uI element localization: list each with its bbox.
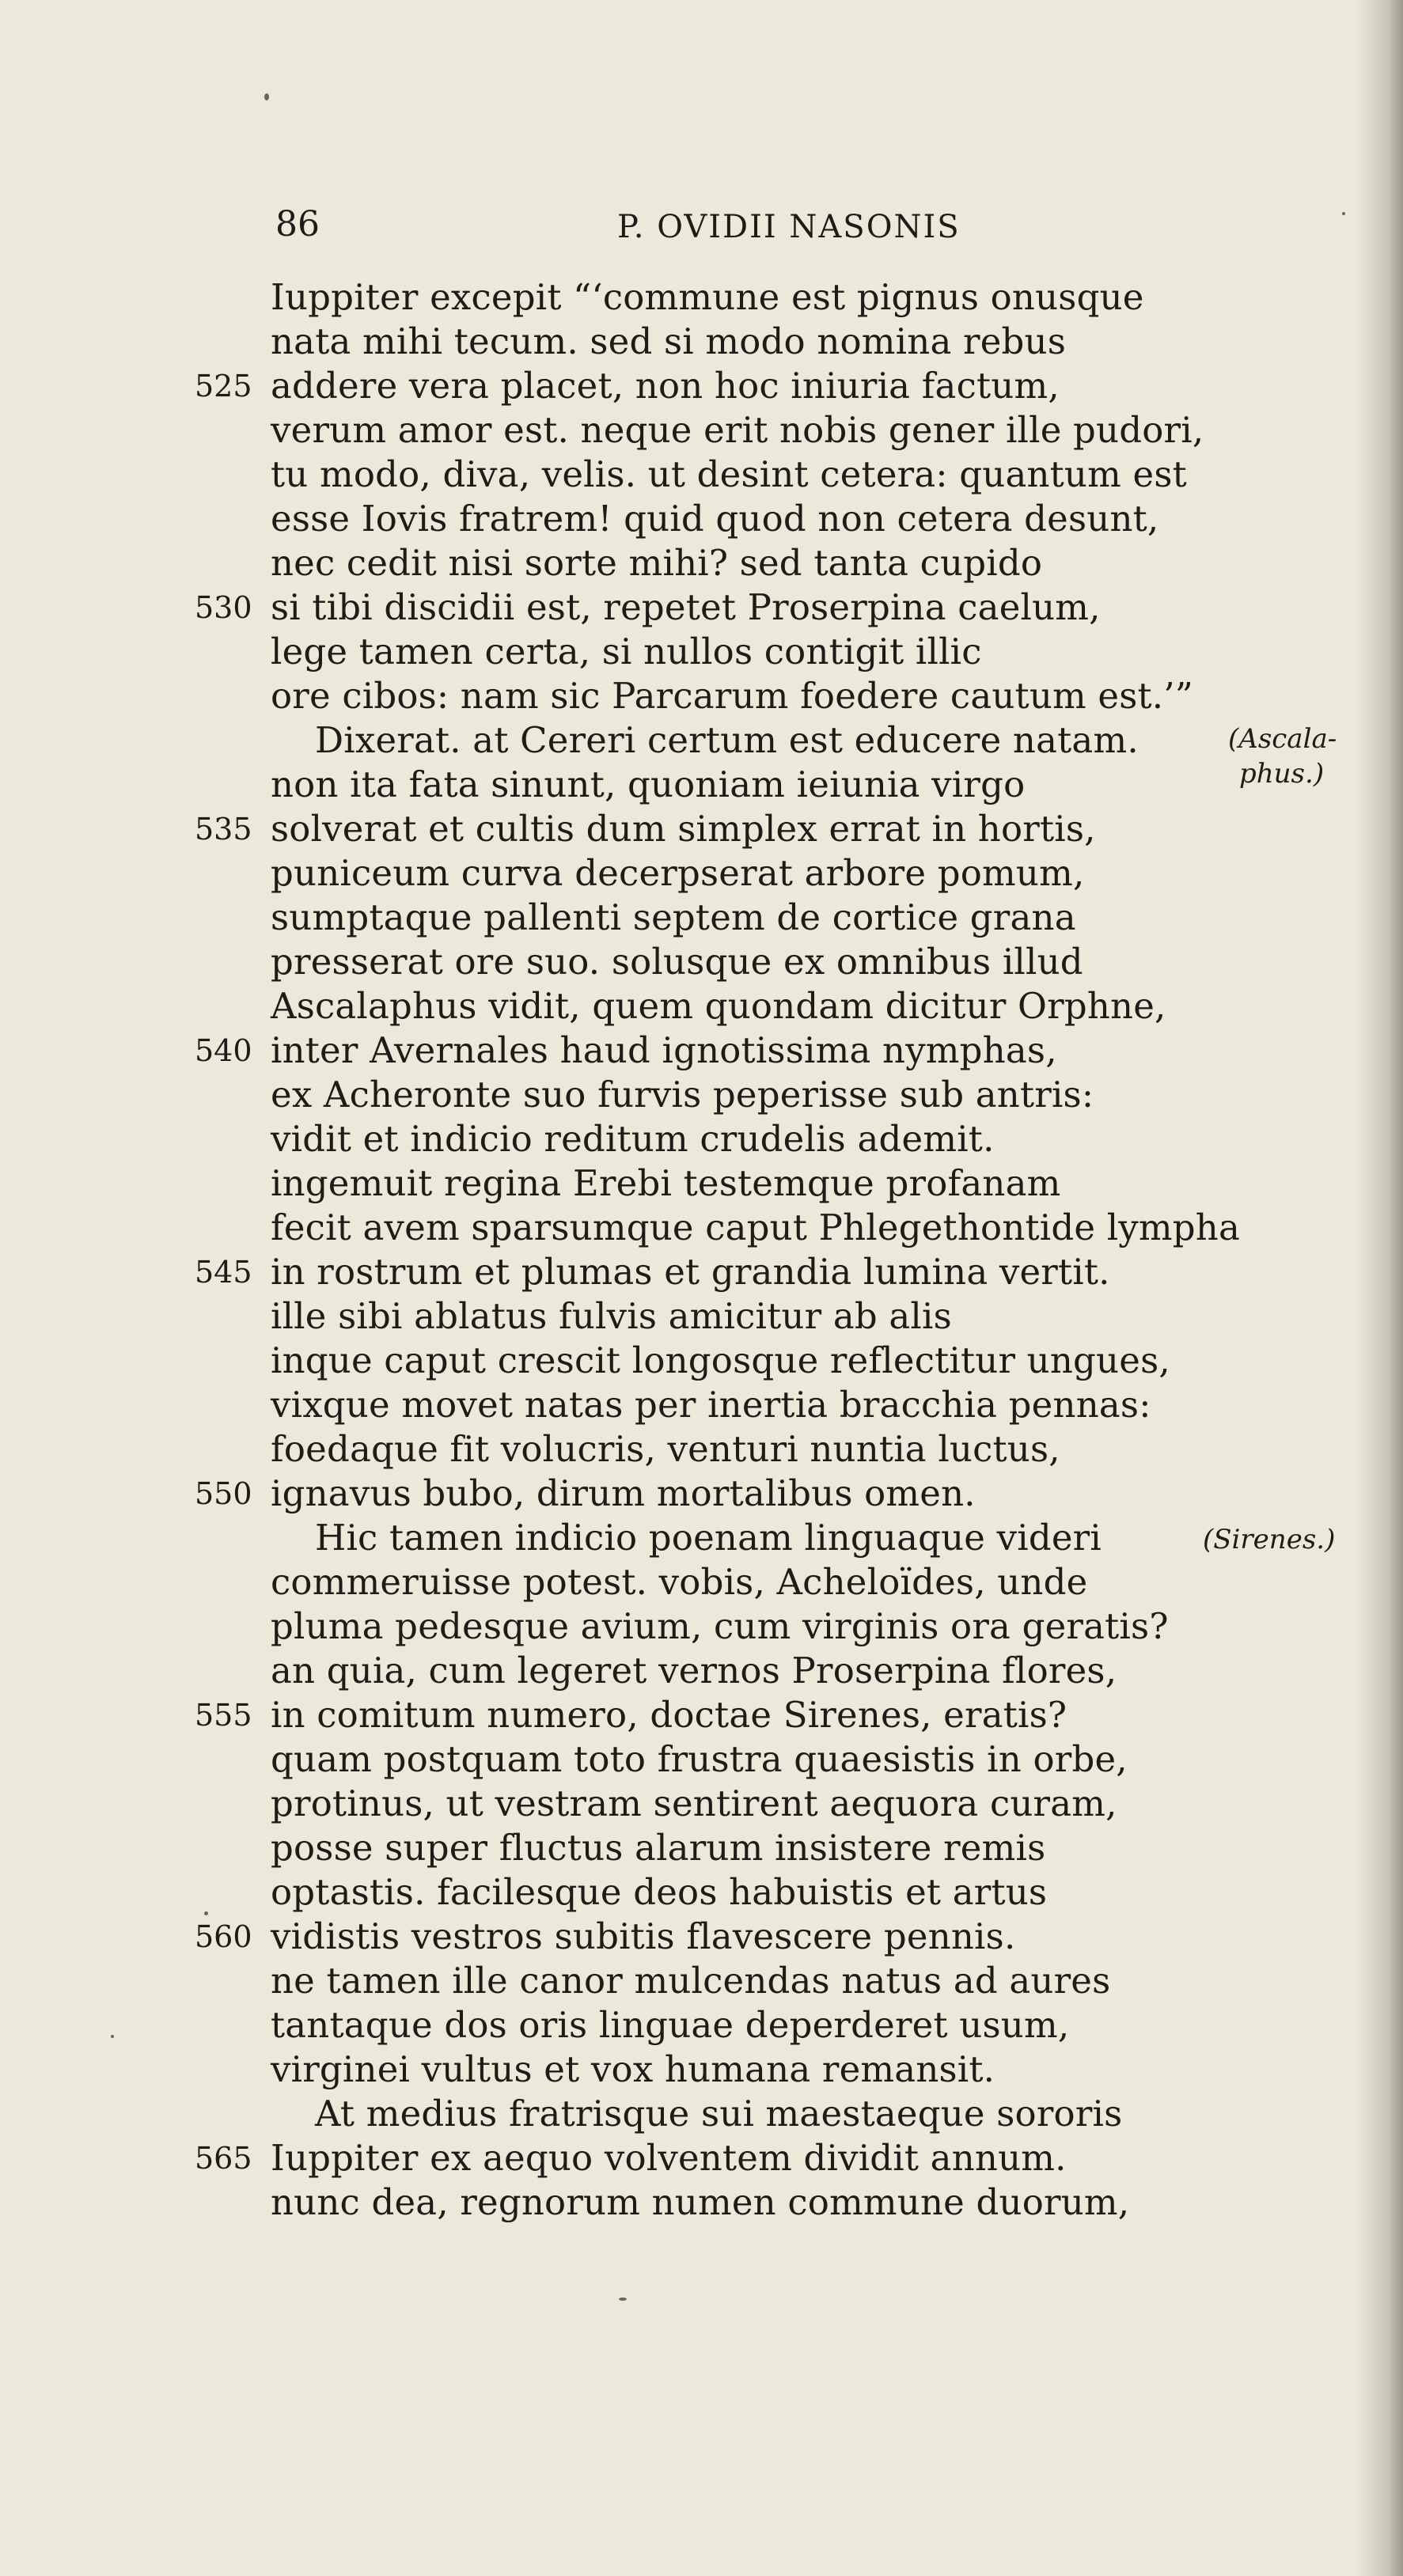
verse-text: si tibi discidii est, repetet Proserpina caelum,	[271, 586, 1101, 628]
verse-line	[0, 364, 1403, 408]
verse-line	[0, 1915, 1403, 1959]
verse-text: addere vera placet, non hoc iniuria factum,	[271, 365, 1060, 407]
verse-text: protinus, ut vestram sentirent aequora curam,	[271, 1782, 1117, 1824]
verse-line	[0, 2136, 1403, 2180]
verse-line	[0, 940, 1403, 984]
verse-text: verum amor est. neque erit nobis gener ille pudori,	[271, 409, 1204, 451]
verse-text: in comitum numero, doctae Sirenes, eratis?	[271, 1694, 1067, 1736]
line-number: 545	[195, 1255, 252, 1290]
running-title: P. OVIDII NASONIS	[617, 209, 961, 245]
verse-text: quam postquam toto frustra quaesistis in orbe,	[271, 1738, 1128, 1780]
verse-text: vidistis vestros subitis flavescere pennis.	[271, 1915, 1016, 1957]
verse-line	[0, 1383, 1403, 1427]
verse-line	[0, 758, 1403, 807]
verse-line	[0, 541, 1403, 585]
verse-line	[0, 1427, 1403, 1472]
verse-text: Iuppiter excepit “‘commune est pignus onusque	[271, 276, 1144, 318]
verse-text: commeruisse potest. vobis, Acheloïdes, unde	[271, 1561, 1088, 1603]
ink-speck	[619, 2298, 627, 2301]
verse-line	[0, 1649, 1403, 1693]
verse-line	[0, 1560, 1403, 1604]
line-number: 555	[195, 1698, 252, 1733]
verse-text: Ascalaphus vidit, quem quondam dicitur Orphne,	[271, 985, 1166, 1027]
line-number: 535	[195, 812, 252, 847]
line-number: 565	[195, 2141, 252, 2176]
verse-text: lege tamen certa, si nullos contigit illic	[271, 631, 982, 672]
verse-line	[0, 630, 1403, 674]
verse-line	[0, 2092, 1403, 2136]
verse-line	[0, 1516, 1403, 1560]
verse-text: nunc dea, regnorum numen commune duorum,	[271, 2181, 1130, 2223]
verse-text: Dixerat. at Cereri certum est educere natam.	[315, 719, 1139, 761]
verse-text: fecit avem sparsumque caput Phlegethontide lympha	[271, 1207, 1241, 1248]
line-number: 525	[195, 369, 252, 403]
margin-note-sirenes: (Sirenes.)	[1203, 1524, 1336, 1555]
verse-line	[0, 718, 1403, 763]
verse-text: Hic tamen indicio poenam linguaque videri	[315, 1517, 1102, 1559]
verse-text: presserat ore suo. solusque ex omnibus illud	[271, 941, 1083, 983]
verse-line	[0, 851, 1403, 896]
verse-line	[0, 896, 1403, 940]
verse-text: vixque movet natas per inertia bracchia pennas:	[271, 1384, 1151, 1426]
verse-text: non ita fata sinunt, quoniam ieiunia virgo	[271, 763, 1026, 805]
verse-line	[0, 807, 1403, 851]
page-number: 86	[275, 204, 320, 244]
verse-text: tantaque dos oris linguae deperderet usum,	[271, 2004, 1070, 2046]
verse-text: optastis. facilesque deos habuistis et artus	[271, 1871, 1048, 1913]
line-number: 530	[195, 590, 252, 625]
verse-text: esse Iovis fratrem! quid quod non cetera desunt,	[271, 498, 1159, 540]
verse-text: At medius fratrisque sui maestaeque sororis	[315, 2093, 1123, 2135]
verse-text: an quia, cum legeret vernos Proserpina flores,	[271, 1650, 1117, 1691]
verse-text: posse super fluctus alarum insistere remis	[271, 1827, 1046, 1869]
verse-text: nata mihi tecum. sed si modo nomina rebus	[271, 320, 1067, 362]
verse-line	[0, 984, 1403, 1029]
verse-text: pluma pedesque avium, cum virginis ora geratis?	[271, 1605, 1169, 1647]
verse-line	[0, 1826, 1403, 1870]
margin-note-ascalaphus: phus.)	[1239, 758, 1325, 790]
verse-text: tu modo, diva, velis. ut desint cetera: quantum est	[271, 453, 1187, 495]
verse-line	[0, 1117, 1403, 1161]
verse-line	[0, 1693, 1403, 1737]
verse-line	[0, 1339, 1403, 1383]
verse-text: foedaque fit volucris, venturi nuntia luctus,	[271, 1428, 1060, 1470]
verse-line	[0, 1782, 1403, 1826]
verse-line	[0, 2048, 1403, 2092]
verse-line	[0, 585, 1403, 630]
margin-note-ascalaphus: (Ascala-	[1228, 723, 1337, 755]
verse-text: inque caput crescit longosque reflectitur ungues,	[271, 1339, 1170, 1381]
line-number: 550	[195, 1476, 252, 1511]
verse-line	[0, 1870, 1403, 1915]
verse-line	[0, 2180, 1403, 2225]
verse-text: solverat et cultis dum simplex errat in hortis,	[271, 808, 1096, 850]
verse-text: vidit et indicio reditum crudelis ademit.	[271, 1118, 995, 1160]
line-number: 560	[195, 1919, 252, 1954]
verse-text: ignavus bubo, dirum mortalibus omen.	[271, 1472, 976, 1514]
verse-line	[0, 497, 1403, 541]
verse-text: nec cedit nisi sorte mihi? sed tanta cupido	[271, 542, 1043, 584]
verse-text: ille sibi ablatus fulvis amicitur ab alis	[271, 1295, 952, 1337]
verse-line	[0, 1161, 1403, 1206]
verse-line	[0, 1250, 1403, 1294]
verse-text: inter Avernales haud ignotissima nymphas,	[271, 1029, 1057, 1071]
page-header	[0, 204, 1403, 252]
verse-line	[0, 1294, 1403, 1339]
verse-line	[0, 1029, 1403, 1073]
verse-text: in rostrum et plumas et grandia lumina vertit.	[271, 1251, 1110, 1293]
verse-line	[0, 453, 1403, 497]
verse-line	[0, 674, 1403, 718]
verse-line	[0, 1073, 1403, 1117]
verse-text: virginei vultus et vox humana remansit.	[271, 2048, 995, 2090]
verse-text: sumptaque pallenti septem de cortice grana	[271, 896, 1076, 938]
verse-line	[0, 275, 1403, 320]
verse-line	[0, 320, 1403, 364]
verse-text: Iuppiter ex aequo volventem dividit annum.	[271, 2137, 1067, 2179]
verse-text: ore cibos: nam sic Parcarum foedere cautum est.’”	[271, 675, 1194, 717]
verse-line	[0, 1206, 1403, 1250]
verse-text: ne tamen ille canor mulcendas natus ad aures	[271, 1960, 1111, 2002]
verse-line	[0, 2003, 1403, 2048]
verse-line	[0, 1959, 1403, 2003]
verse-text: ingemuit regina Erebi testemque profanam	[271, 1162, 1061, 1204]
verse-line	[0, 1604, 1403, 1649]
verse-line	[0, 1472, 1403, 1516]
ink-speck	[264, 93, 269, 100]
verse-text: puniceum curva decerpserat arbore pomum,	[271, 852, 1085, 894]
verse-line	[0, 408, 1403, 453]
verse-text: ex Acheronte suo furvis peperisse sub antris:	[271, 1074, 1094, 1116]
line-number: 540	[195, 1033, 252, 1068]
verse-line	[0, 1737, 1403, 1782]
